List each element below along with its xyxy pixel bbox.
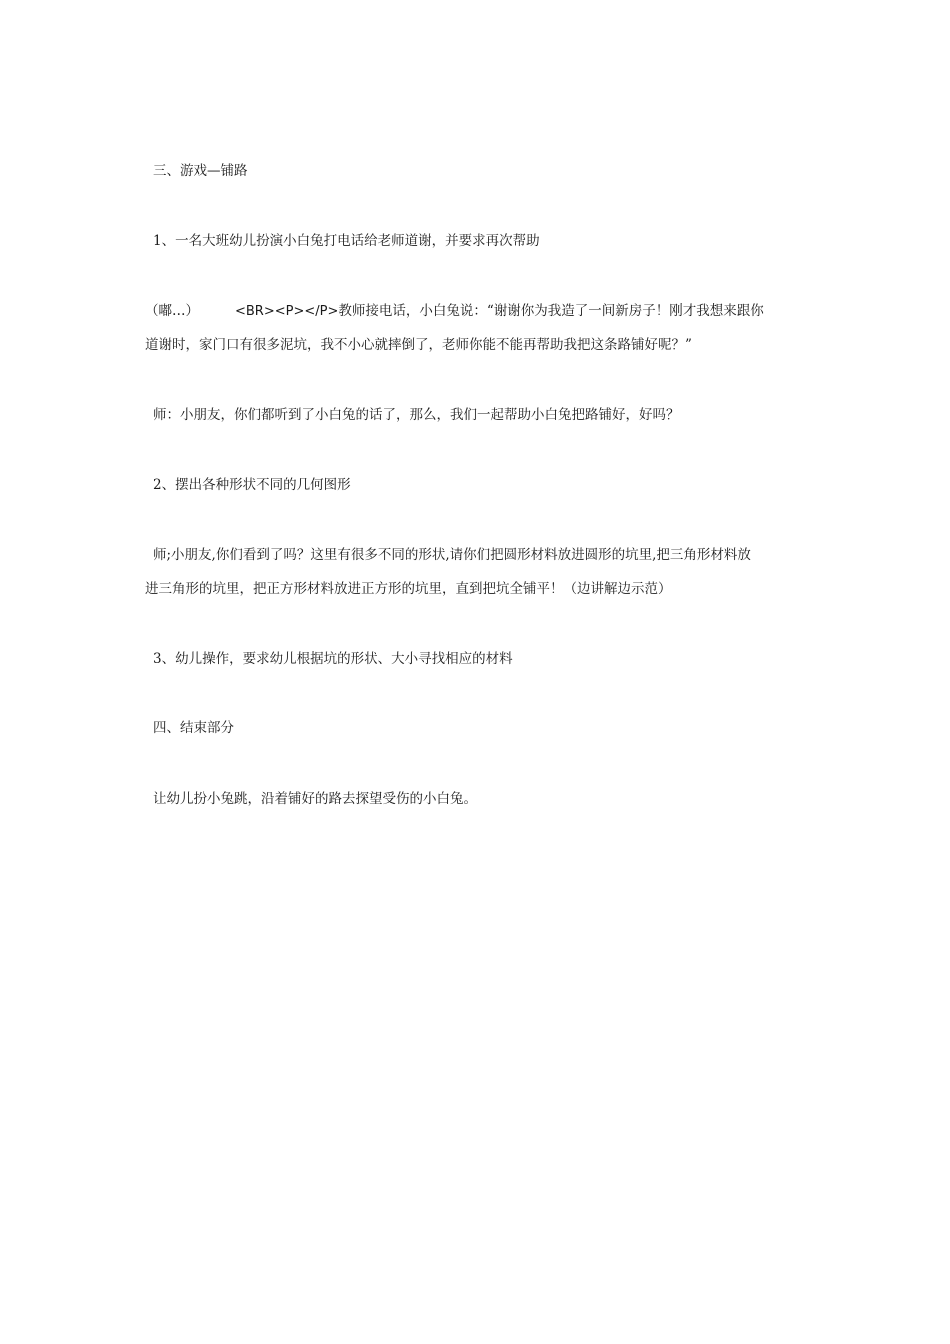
item-3: 3、幼儿操作，要求幼儿根据坑的形状、大小寻找相应的材料 — [153, 651, 513, 667]
dialogue-line-1: 教师接电话，小白兔说：“谢谢你为我造了一间新房子！刚才我想来跟你 — [338, 303, 764, 319]
item-2: 2、摆出各种形状不同的几何图形 — [153, 477, 351, 493]
teacher-line-2b: 进三角形的坑里，把正方形材料放进正方形的坑里，直到把坑全铺平！（边讲解边示范） — [145, 581, 672, 597]
item-1: 1、一名大班幼儿扮演小白兔打电话给老师道谢，并要求再次帮助 — [153, 233, 540, 249]
dialogue-line-2: 道谢时，家门口有很多泥坑，我不小心就摔倒了，老师你能不能再帮助我把这条路铺好呢？” — [145, 337, 692, 353]
phone-sound: （嘟…） — [145, 303, 199, 319]
teacher-line-2a: 师;小朋友,你们看到了吗？这里有很多不同的形状,请你们把圆形材料放进圆形的坑里,把三角形材料放 — [153, 547, 751, 563]
dialogue-first-line — [145, 301, 815, 322]
html-tags-text: <BR><P></P> — [235, 304, 339, 319]
teacher-line-1: 师：小朋友，你们都听到了小白兔的话了，那么，我们一起帮助小白兔把路铺好，好吗？ — [153, 407, 680, 423]
section4-heading: 四、结束部分 — [153, 720, 234, 736]
section3-heading: 三、游戏—铺路 — [153, 163, 248, 179]
ending-paragraph: 让幼儿扮小兔跳，沿着铺好的路去探望受伤的小白兔。 — [153, 791, 477, 807]
